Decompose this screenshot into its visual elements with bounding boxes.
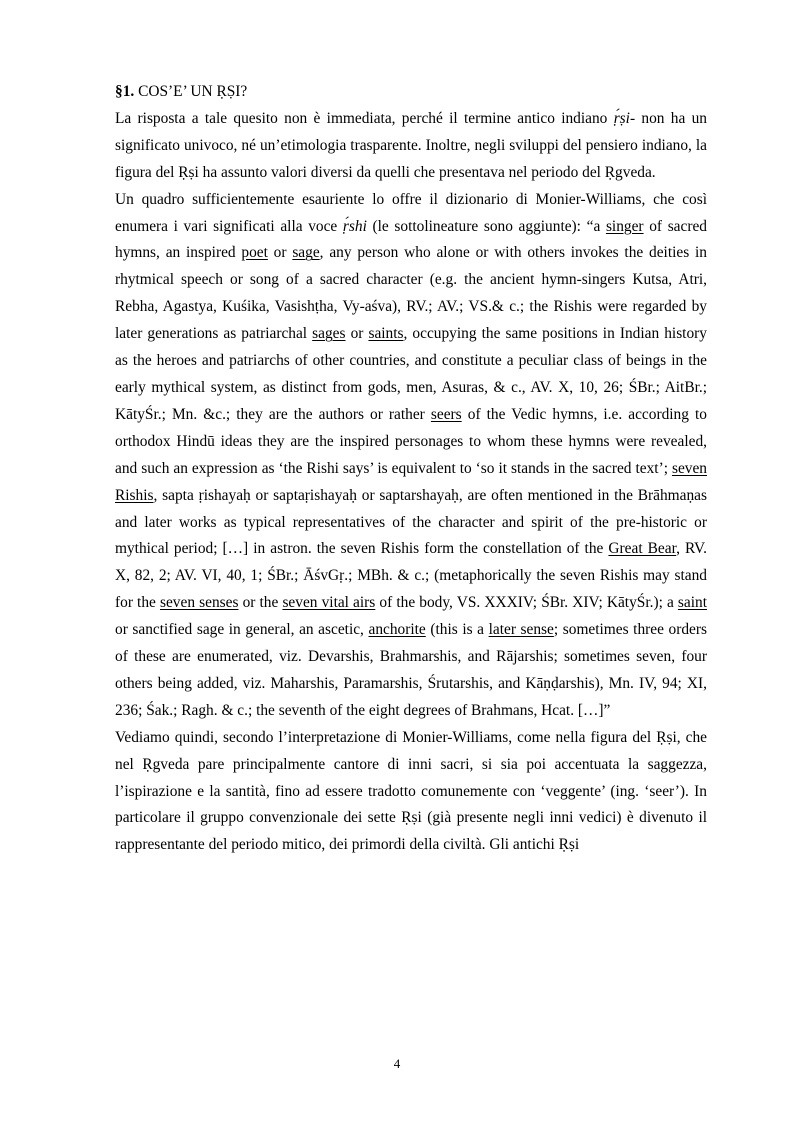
underlined-term: Great Bear: [608, 540, 677, 558]
body-text: [115, 79, 707, 859]
text-run: La risposta a tale quesito non è immediata, perché il termine antico indiano: [115, 109, 614, 127]
text-run: Un quadro sufficientemente esauriente lo offre il dizionario di Monier-Williams, che così enumera i vari significati alla voce: [115, 190, 707, 235]
text-run: , RV. X, 82, 2; AV. VI, 40, 1; ŚBr.; ĀśvGṛ.; MBh. & c.; (metaphorically the seven Rishis may stand for the: [115, 540, 707, 612]
text-run: of the body, VS. XXXIV; ŚBr. XIV; KātyŚr.); a: [375, 594, 678, 612]
sanskrit-term: ṛ́ṣi-: [613, 109, 636, 127]
underlined-term: saints: [368, 325, 404, 343]
paragraph-3: Vediamo quindi, secondo l’interpretazione di Monier-Williams, come nella figura del Ṛṣi, che nel Ṛgveda pare principalmente cantore di inni sacri, si sia poi accentuata la saggezza, l’ispirazione e la santità, fino ad essere tradotto comunemente con ‘veggente’ (ing. ‘seer’). In particolare il gruppo convenzionale dei sette Ṛṣi (già presente negli inni vedici) è divenuto il rappresentante del periodo mitico, dei primordi della civiltà. Gli antichi Ṛṣi: [115, 728, 707, 854]
paragraph-1: [115, 106, 707, 187]
underlined-term: sage: [292, 244, 320, 262]
page-number: 4: [393, 1056, 401, 1071]
text-run: or sanctified sage in general, an ascetic,: [115, 621, 369, 639]
underlined-term: singer: [605, 217, 644, 235]
text-run: (le sottolineature sono aggiunte): “a: [366, 217, 606, 235]
underlined-term: seven vital airs: [282, 594, 376, 612]
underlined-term: seven senses: [159, 594, 239, 612]
text-run: , any person who alone or with others invokes the deities in rhytmical speech or song of a sacred character (e.g. the ancient hymn-singers Kutsa, Atri, Rebha, Agastya, Kuśika, Vasishṭha, Vy-aśva), RV.; AV.; VS.& c.; the Rishis were regarded by later generations as patriarchal: [115, 244, 707, 343]
text-run: , sapta ṛishayaḥ or saptaṛishayaḥ or saptarshayaḥ, are often mentioned in the Brāhmaṇas and later works as typical representatives of the character and spirit of the pre-historic or mythical period; […] in astron. the seven Rishis form the constellation of the: [115, 486, 707, 558]
underlined-term: poet: [241, 244, 268, 262]
section-heading: [115, 79, 707, 106]
underlined-term: anchorite: [368, 621, 426, 639]
paragraph-2: [115, 187, 707, 725]
underlined-term: seers: [430, 405, 462, 423]
underlined-term: later sense: [488, 621, 554, 639]
text-run: non ha un significato univoco, né un’etimologia trasparente. Inoltre, negli sviluppi del pensiero indiano, la figura del Ṛṣi ha assunto valori diversi da quelli che presentava nel periodo del Ṛgveda.: [115, 109, 708, 181]
section-number: §1.: [115, 83, 135, 100]
text-run: of sacred hymns, an inspired: [115, 217, 707, 262]
section-title: COS’E’ UN ṚṢI?: [138, 83, 248, 100]
underlined-term: sages: [312, 325, 346, 343]
text-run: or: [345, 325, 369, 343]
text-run: or the: [238, 594, 283, 612]
text-run: of the Vedic hymns, i.e. according to orthodox Hindū ideas they are the inspired personages to whom these hymns were revealed, and such an expression as ‘the Rishi says’ is equivalent to ‘so it stands in the sacred text’;: [115, 405, 707, 477]
underlined-term: seven Rishis: [115, 459, 707, 504]
underlined-term: saint: [677, 594, 707, 612]
text-run: ; sometimes three orders of these are enumerated, viz. Devarshis, Brahmarshis, and Rājarshis; sometimes seven, four others being added, viz. Maharshis, Paramarshis, Śrutarshis, and Kāṇḍarshis), Mn. IV, 94; XI, 236; Śak.; Ragh. & c.; the seventh of the eight degrees of Brahmans, Hcat. […]”: [115, 621, 707, 719]
text-run: or: [267, 244, 293, 262]
text-run: , occupying the same positions in Indian history as the heroes and patriarchs of other countries, and constitute a peculiar class of beings in the early mythical system, as distinct from gods, men, Asuras, & c., AV. X, 10, 26; ŚBr.; AitBr.; KātyŚr.; Mn. &c.; they are the authors or rather: [115, 325, 707, 423]
sanskrit-term: ṛ́shi: [342, 217, 367, 235]
text-run: (this is a: [425, 621, 489, 639]
